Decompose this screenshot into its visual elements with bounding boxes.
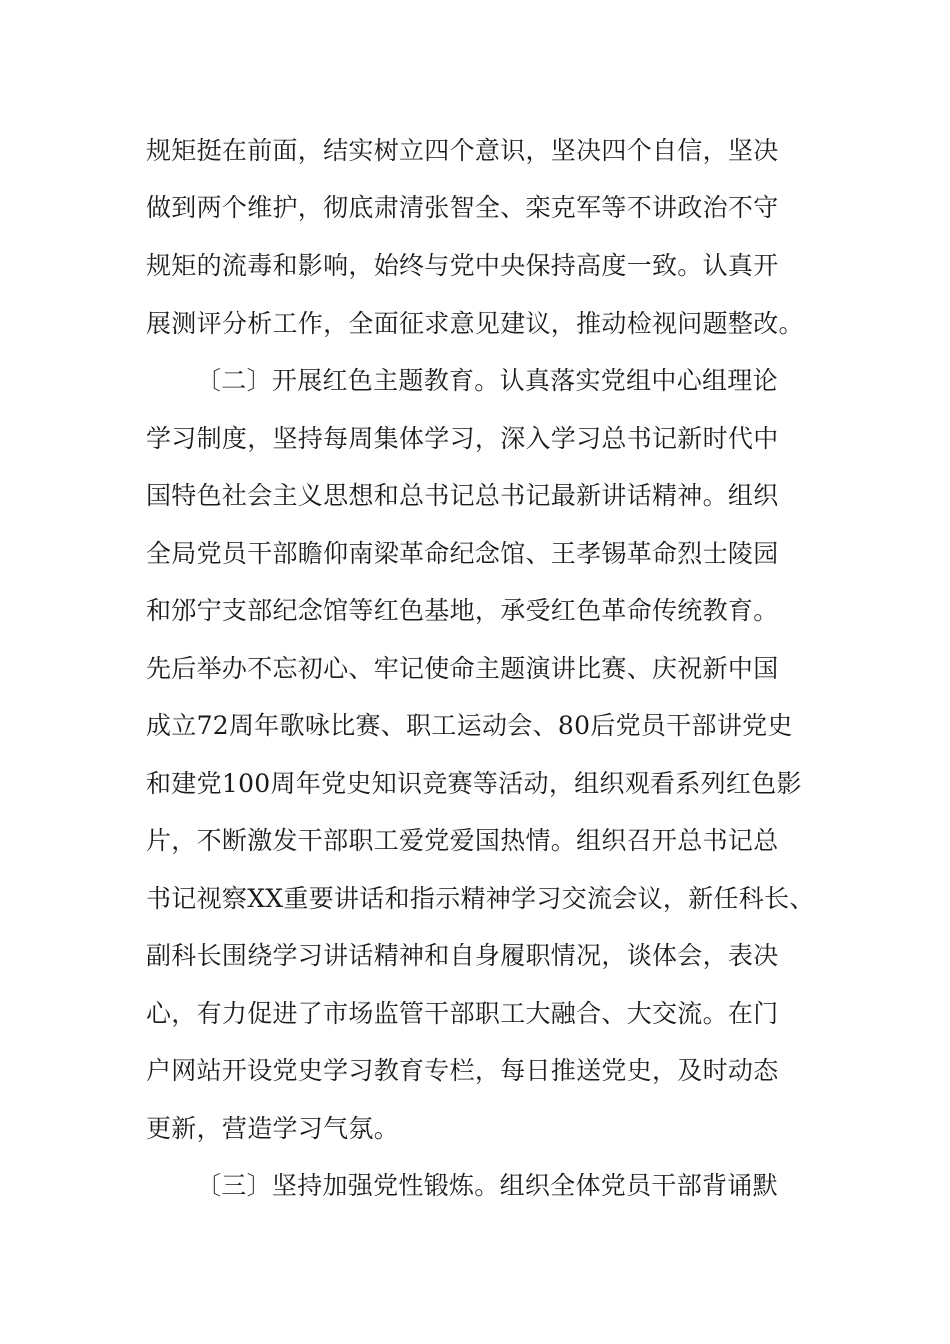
text-line: 更新，营造学习气氛。 <box>146 1114 400 1143</box>
text-line: 国特色社会主义思想和总书记总书记最新讲话精神。组织 <box>146 481 779 510</box>
text-line: 户网站开设党史学习教育专栏，每日推送党史，及时动态 <box>146 1056 779 1085</box>
text-line: 规矩的流毒和影响，始终与党中央保持高度一致。认真开 <box>146 251 779 280</box>
text-line: 学习制度，坚持每周集体学习，深入学习总书记新时代中 <box>146 424 779 453</box>
text-line: 副科长围绕学习讲话精神和自身履职情况，谈体会，表决 <box>146 941 779 970</box>
section-heading-3: 〔三〕坚持加强党性锻炼。组织全体党员干部背诵默 <box>196 1171 778 1200</box>
text-line: 全局党员干部瞻仰南梁革命纪念馆、王孝锡革命烈士陵园 <box>146 539 779 568</box>
text-line: 做到两个维护，彻底肃清张智全、栾克军等不讲政治不守 <box>146 193 779 222</box>
section-heading-2: 〔二〕开展红色主题教育。认真落实党组中心组理论 <box>196 366 778 395</box>
text-line: 片，不断激发干部职工爱党爱国热情。组织召开总书记总 <box>146 826 779 855</box>
text-line: 和建党100周年党史知识竞赛等活动，组织观看系列红色影 <box>146 769 802 798</box>
text-line: 展测评分析工作，全面征求意见建议，推动检视问题整改。 <box>146 309 804 338</box>
text-line: 书记视察XX重要讲话和指示精神学习交流会议，新任科长、 <box>146 884 815 913</box>
text-line: 心，有力促进了市场监管干部职工大融合、大交流。在门 <box>146 999 779 1028</box>
text-line: 和邠宁支部纪念馆等红色基地，承受红色革命传统教育。 <box>146 596 779 625</box>
text-line: 规矩挺在前面，结实树立四个意识，坚决四个自信，坚决 <box>146 136 779 165</box>
text-line: 先后举办不忘初心、牢记使命主题演讲比赛、庆祝新中国 <box>146 654 779 683</box>
text-line: 成立72周年歌咏比赛、职工运动会、80后党员干部讲党史 <box>146 711 793 740</box>
